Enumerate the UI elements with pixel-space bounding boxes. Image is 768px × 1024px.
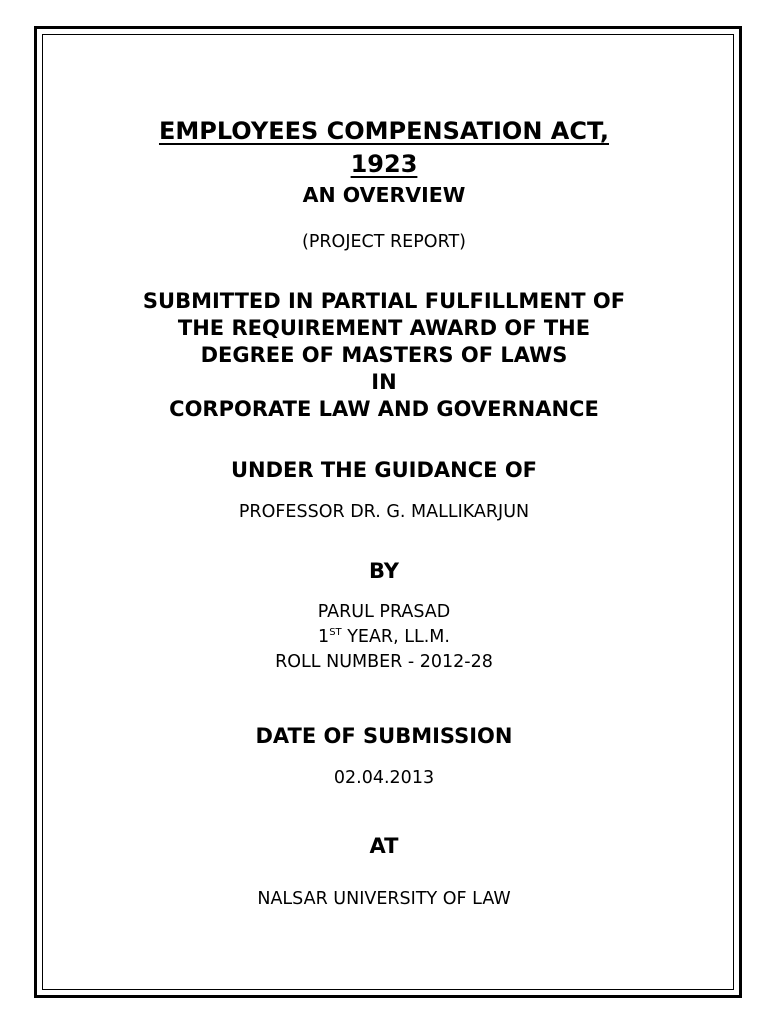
institution-name: NALSAR UNIVERSITY OF LAW	[257, 889, 511, 909]
submission-line-3: DEGREE OF MASTERS OF LAWS	[200, 343, 568, 367]
author-year	[0, 625, 768, 650]
subtitle: AN OVERVIEW	[302, 183, 466, 207]
author-block	[0, 600, 768, 675]
year-superscript: ST	[329, 627, 342, 638]
title-line-1: EMPLOYEES COMPENSATION ACT,	[158, 117, 610, 145]
date-heading: DATE OF SUBMISSION	[255, 724, 513, 748]
year-number: 1	[318, 627, 330, 647]
by-heading: BY	[368, 559, 400, 583]
submission-line-4: IN	[371, 370, 397, 394]
submission-statement	[0, 288, 768, 423]
submission-line-2: THE REQUIREMENT AWARD OF THE	[177, 316, 591, 340]
title-line-2: 1923	[350, 150, 418, 178]
roll-number: ROLL NUMBER - 2012-28	[275, 652, 493, 672]
author-name: PARUL PRASAD	[317, 602, 451, 622]
year-rest: YEAR, LL.M.	[341, 627, 450, 647]
report-type: (PROJECT REPORT)	[302, 232, 466, 252]
submission-line-5: CORPORATE LAW AND GOVERNANCE	[169, 397, 599, 421]
at-heading: AT	[369, 834, 399, 858]
guidance-heading: UNDER THE GUIDANCE OF	[230, 458, 538, 482]
date-value: 02.04.2013	[333, 768, 435, 788]
guide-name: PROFESSOR DR. G. MALLIKARJUN	[238, 502, 530, 522]
submission-line-1: SUBMITTED IN PARTIAL FULFILLMENT OF	[142, 289, 626, 313]
